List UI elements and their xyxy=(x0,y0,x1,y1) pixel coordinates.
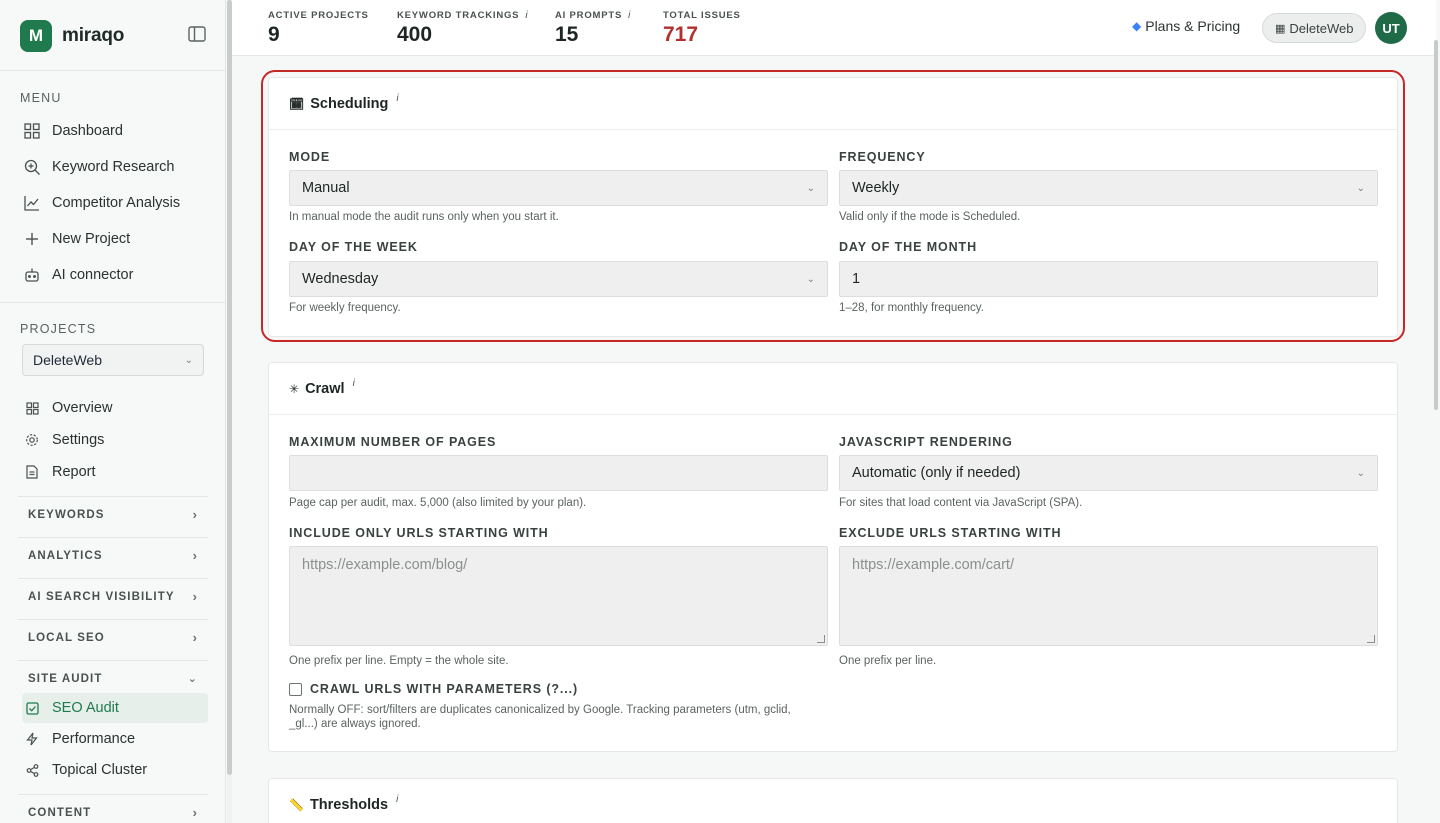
include-urls-label: INCLUDE ONLY URLS STARTING WITH xyxy=(289,526,549,540)
nav-dashboard[interactable] xyxy=(22,117,208,145)
calendar-icon: 🗓 xyxy=(289,96,305,111)
frequency-select[interactable] xyxy=(839,170,1378,206)
scheduling-card xyxy=(268,77,1398,337)
card-title: Crawl xyxy=(305,380,345,397)
main-scrollbar[interactable] xyxy=(1432,0,1440,823)
max-pages-label: MAXIMUM NUMBER OF PAGES xyxy=(289,435,497,449)
nav-label: Topical Cluster xyxy=(52,762,148,778)
ruler-icon: 📏 xyxy=(289,797,304,812)
exclude-urls-placeholder: https://example.com/cart/ xyxy=(852,557,1014,573)
group-label: SITE AUDIT xyxy=(28,672,103,685)
info-icon[interactable]: i xyxy=(628,10,632,21)
nav-settings[interactable] xyxy=(22,426,208,454)
include-urls-placeholder: https://example.com/blog/ xyxy=(302,557,468,573)
chevron-right-icon: › xyxy=(192,805,198,820)
projects-title: PROJECTS xyxy=(20,322,97,336)
day-of-week-value: Wednesday xyxy=(302,271,379,287)
day-of-week-label: DAY OF THE WEEK xyxy=(289,240,418,254)
plans-pricing-link[interactable] xyxy=(1132,18,1240,34)
info-icon[interactable]: i xyxy=(352,378,355,389)
project-select-value: DeleteWeb xyxy=(33,352,103,368)
share-icon xyxy=(24,760,40,780)
nav-competitor-analysis[interactable] xyxy=(22,189,208,217)
chevron-right-icon: › xyxy=(192,507,198,522)
nav-label: Settings xyxy=(52,432,105,448)
card-header xyxy=(269,78,1397,130)
nav-keyword-research[interactable] xyxy=(22,153,208,181)
crawl-params-label[interactable]: CRAWL URLS WITH PARAMETERS (?...) xyxy=(310,682,579,696)
frequency-label: FREQUENCY xyxy=(839,150,926,164)
chevron-down-icon: ⌄ xyxy=(1356,182,1365,194)
info-icon[interactable]: i xyxy=(396,93,399,104)
js-rendering-label: JAVASCRIPT RENDERING xyxy=(839,435,1013,449)
grid-icon xyxy=(22,121,42,141)
mode-label: MODE xyxy=(289,150,331,164)
group-local-seo[interactable] xyxy=(18,619,208,655)
sidebar xyxy=(0,0,226,823)
checkbox-icon xyxy=(24,698,40,718)
stat-label: AI PROMPTS i xyxy=(555,10,632,21)
group-label: KEYWORDS xyxy=(28,508,105,521)
spider-icon: ✳ xyxy=(289,381,300,396)
sidebar-toggle-icon[interactable] xyxy=(188,26,208,44)
stat-keyword-trackings xyxy=(397,10,528,47)
chevron-down-icon: ⌄ xyxy=(1356,467,1365,479)
thresholds-card xyxy=(268,778,1398,823)
search-plus-icon xyxy=(22,157,42,177)
nav-label: Dashboard xyxy=(52,123,123,139)
exclude-urls-hint: One prefix per line. xyxy=(839,655,937,667)
chevron-down-icon: ⌄ xyxy=(806,182,815,194)
card-title: Scheduling xyxy=(310,95,389,112)
scrollbar-thumb[interactable] xyxy=(1434,40,1438,410)
crawl-params-hint: _gl...) are always ignored. xyxy=(289,718,421,730)
exclude-urls-textarea[interactable] xyxy=(839,546,1378,646)
stat-ai-prompts xyxy=(555,10,631,47)
building-icon: ▦ xyxy=(1275,22,1286,35)
robot-icon xyxy=(22,265,42,285)
info-icon[interactable]: i xyxy=(525,10,529,21)
resize-handle-icon[interactable] xyxy=(817,635,825,643)
group-analytics[interactable] xyxy=(18,537,208,573)
stat-value: 717 xyxy=(663,23,699,46)
stat-label: KEYWORD TRACKINGS i xyxy=(397,10,529,21)
nav-label: Performance xyxy=(52,731,136,747)
crawl-params-checkbox[interactable] xyxy=(289,683,302,696)
plus-icon xyxy=(22,229,42,249)
stat-total-issues xyxy=(663,10,741,47)
include-urls-hint: One prefix per line. Empty = the whole site. xyxy=(289,655,509,667)
frequency-hint: Valid only if the mode is Scheduled. xyxy=(839,211,1021,223)
nav-label: SEO Audit xyxy=(52,700,119,716)
mode-value: Manual xyxy=(302,180,350,196)
nav-performance[interactable] xyxy=(22,725,208,753)
chevron-down-icon: ⌄ xyxy=(184,354,193,366)
max-pages-input[interactable] xyxy=(289,455,828,491)
nav-overview[interactable] xyxy=(22,394,208,422)
frequency-value: Weekly xyxy=(852,180,900,196)
line-chart-icon xyxy=(22,193,42,213)
group-label: LOCAL SEO xyxy=(28,631,105,644)
stat-value: 400 xyxy=(397,23,433,46)
day-of-month-hint: 1–28, for monthly frequency. xyxy=(839,302,984,314)
chevron-right-icon: › xyxy=(192,589,198,604)
js-rendering-select[interactable] xyxy=(839,455,1378,491)
workspace-name: DeleteWeb xyxy=(1289,20,1354,36)
group-label: AI SEARCH VISIBILITY xyxy=(28,590,175,603)
day-of-week-hint: For weekly frequency. xyxy=(289,302,401,314)
stat-active-projects xyxy=(268,10,369,47)
nav-report[interactable] xyxy=(22,458,208,486)
nav-label: Competitor Analysis xyxy=(52,195,181,211)
mode-select[interactable] xyxy=(289,170,828,206)
stat-label: ACTIVE PROJECTS xyxy=(268,10,369,21)
group-keywords[interactable] xyxy=(18,496,208,532)
day-of-month-label: DAY OF THE MONTH xyxy=(839,240,978,254)
top-bar xyxy=(232,0,1436,56)
bolt-icon xyxy=(24,729,40,749)
workspace-button[interactable] xyxy=(1262,13,1366,43)
info-icon[interactable]: i xyxy=(396,794,399,805)
gem-icon: ◆ xyxy=(1132,19,1142,33)
day-of-week-select[interactable] xyxy=(289,261,828,297)
card-header xyxy=(269,779,1397,823)
nav-label: Report xyxy=(52,464,96,480)
nav-label: Overview xyxy=(52,400,113,416)
nav-ai-connector[interactable] xyxy=(22,261,208,289)
mode-hint: In manual mode the audit runs only when you start it. xyxy=(289,211,559,223)
resize-handle-icon[interactable] xyxy=(1367,635,1375,643)
js-rendering-value: Automatic (only if needed) xyxy=(852,465,1021,481)
group-label: CONTENT xyxy=(28,806,92,819)
plans-label: Plans & Pricing xyxy=(1145,18,1241,34)
max-pages-hint: Page cap per audit, max. 5,000 (also limited by your plan). xyxy=(289,497,587,509)
brand-logo: M xyxy=(20,20,52,52)
chevron-right-icon: › xyxy=(192,630,198,645)
divider xyxy=(0,302,226,303)
nav-topical-cluster[interactable] xyxy=(22,756,208,784)
nav-label: AI connector xyxy=(52,267,134,283)
project-select[interactable] xyxy=(22,344,204,376)
menu-title: MENU xyxy=(20,91,62,105)
nav-label: New Project xyxy=(52,231,131,247)
gear-icon xyxy=(24,430,40,450)
day-of-month-value: 1 xyxy=(852,271,861,287)
brand-name: miraqo xyxy=(62,25,125,46)
exclude-urls-label: EXCLUDE URLS STARTING WITH xyxy=(839,526,1062,540)
stat-value: 15 xyxy=(555,23,579,46)
card-header xyxy=(269,363,1397,415)
group-site-audit[interactable] xyxy=(18,660,208,696)
day-of-month-input[interactable] xyxy=(839,261,1378,297)
chevron-right-icon: › xyxy=(192,548,198,563)
card-title: Thresholds xyxy=(309,796,389,813)
crawl-params-hint: Normally OFF: sort/filters are duplicates canonicalized by Google. Tracking parameters (utm, gclid, xyxy=(289,704,791,716)
sidebar-scrollbar[interactable] xyxy=(227,0,232,823)
scrollbar-thumb[interactable] xyxy=(227,0,232,775)
chevron-down-icon: ⌄ xyxy=(806,273,815,285)
nav-label: Keyword Research xyxy=(52,159,175,175)
divider xyxy=(0,70,226,71)
nav-new-project[interactable] xyxy=(22,225,208,253)
group-content[interactable] xyxy=(18,794,208,823)
group-label: ANALYTICS xyxy=(28,549,103,562)
stat-label: TOTAL ISSUES xyxy=(663,10,741,21)
include-urls-textarea[interactable] xyxy=(289,546,828,646)
chevron-down-icon: ⌄ xyxy=(187,673,198,685)
document-icon xyxy=(24,462,40,482)
stat-value: 9 xyxy=(268,23,280,46)
avatar[interactable]: UT xyxy=(1375,12,1407,44)
grid-small-icon xyxy=(24,398,40,418)
group-ai-search-visibility[interactable] xyxy=(18,578,208,614)
nav-seo-audit[interactable] xyxy=(22,693,208,723)
js-rendering-hint: For sites that load content via JavaScript (SPA). xyxy=(839,497,1083,509)
